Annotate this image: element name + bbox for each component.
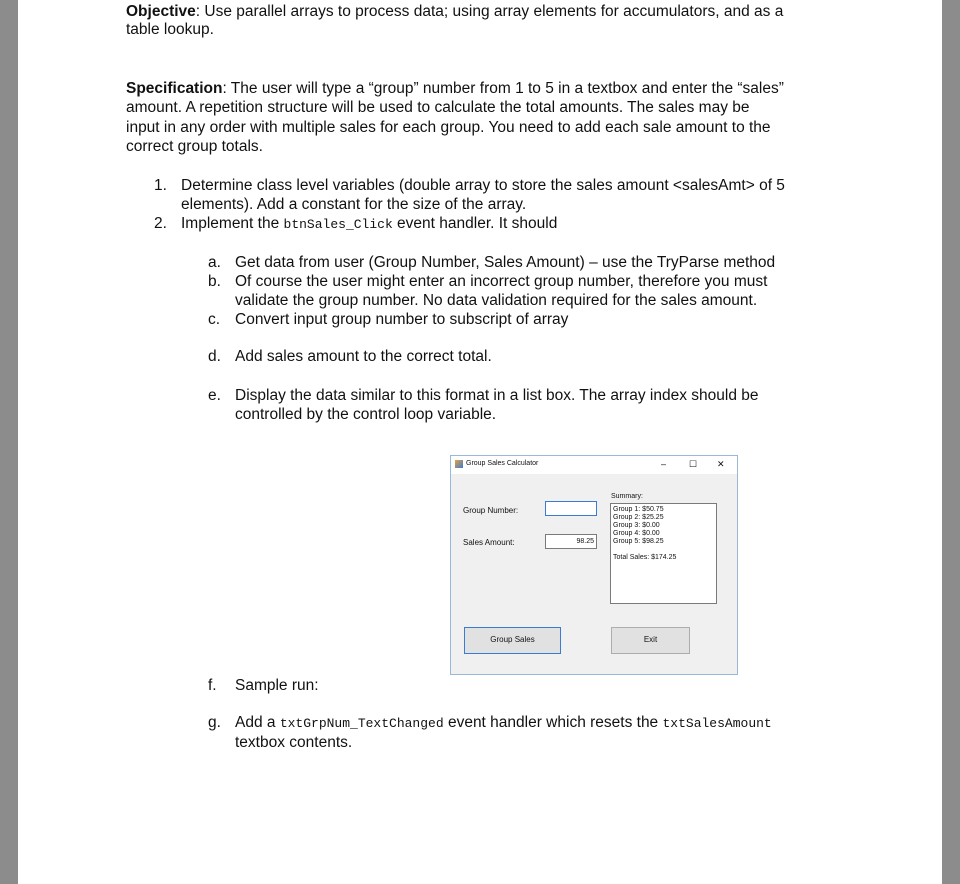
list-letter: d. xyxy=(208,348,221,365)
spec-text: input in any order with multiple sales for each group. You need to add each sale amount to the xyxy=(126,119,771,136)
summary-item: Group 1: $50.75 xyxy=(613,506,664,513)
code-text: btnSales_Click xyxy=(283,217,393,232)
substep-g: textbox contents. xyxy=(235,734,353,751)
list-letter: e. xyxy=(208,387,221,404)
code-text: txtSalesAmount xyxy=(662,716,772,731)
substep-e: controlled by the control loop variable. xyxy=(235,406,497,423)
substep-b: Of course the user might enter an incorrect group number, therefore you must xyxy=(235,273,768,290)
maximize-icon: ☐ xyxy=(689,459,698,469)
spec-text: correct group totals. xyxy=(126,138,263,155)
summary-label: Summary: xyxy=(611,493,643,500)
spec-text: amount. A repetition structure will be used to calculate the total amounts. The sales may be xyxy=(126,99,750,116)
list-number: 1. xyxy=(154,177,167,194)
substep-c: Convert input group number to subscript of array xyxy=(235,311,569,328)
list-letter: c. xyxy=(208,311,221,328)
list-letter: a. xyxy=(208,254,221,271)
substep-b: validate the group number. No data validation required for the sales amount. xyxy=(235,292,758,309)
sales-amount-label: Sales Amount: xyxy=(463,538,515,547)
group-sales-button: Group Sales xyxy=(464,627,561,654)
summary-item: Group 2: $25.25 xyxy=(613,514,664,521)
summary-item xyxy=(613,546,714,554)
summary-total: Total Sales: $174.25 xyxy=(613,554,677,561)
step-1-text: Determine class level variables (double array to store the sales amount <salesAmt> of 5 xyxy=(181,177,785,194)
sales-amount-value: 98.25 xyxy=(576,538,594,545)
group-number-input xyxy=(545,501,597,516)
step-1-text: elements). Add a constant for the size of the array. xyxy=(181,196,527,213)
sales-amount-input xyxy=(545,534,597,549)
close-icon: ✕ xyxy=(717,459,725,469)
sample-window-screenshot xyxy=(450,455,738,675)
app-icon xyxy=(455,460,463,468)
list-letter: b. xyxy=(208,273,221,290)
summary-listbox xyxy=(610,503,717,604)
code-text: txtGrpNum_TextChanged xyxy=(279,716,444,731)
substep-d: Add sales amount to the correct total. xyxy=(235,348,492,365)
text: event handler. It should xyxy=(392,215,558,232)
objective-text: : Use parallel arrays to process data; using array elements for accumulators, and as a xyxy=(195,3,784,20)
spec-line xyxy=(126,79,784,98)
document-page xyxy=(18,0,942,884)
substep-g xyxy=(235,713,772,733)
step-2-text xyxy=(181,214,557,234)
substep-e: Display the data similar to this format in a list box. The array index should be xyxy=(235,387,759,404)
summary-item: Group 3: $0.00 xyxy=(613,522,660,529)
text: Implement the xyxy=(181,215,284,232)
summary-item: Group 5: $98.25 xyxy=(613,538,664,545)
list-letter: g. xyxy=(208,714,221,731)
text: Add a xyxy=(235,714,280,731)
spec-text: : The user will type a “group” number from 1 to 5 in a textbox and enter the “sales” xyxy=(222,80,784,97)
objective-text-2: table lookup. xyxy=(126,21,214,38)
window-title: Group Sales Calculator xyxy=(466,460,539,467)
objective-line xyxy=(126,2,783,21)
spec-label: Specification xyxy=(126,80,223,97)
summary-item: Group 4: $0.00 xyxy=(613,530,660,537)
list-letter: f. xyxy=(208,677,217,694)
objective-label: Objective xyxy=(126,3,196,20)
substep-f: Sample run: xyxy=(235,677,319,694)
minimize-icon: – xyxy=(661,459,667,469)
text: event handler which resets the xyxy=(443,714,663,731)
group-number-label: Group Number: xyxy=(463,506,519,515)
substep-a: Get data from user (Group Number, Sales Amount) – use the TryParse method xyxy=(235,254,776,271)
exit-button: Exit xyxy=(611,627,690,654)
list-number: 2. xyxy=(154,215,167,232)
title-bar xyxy=(451,456,737,474)
